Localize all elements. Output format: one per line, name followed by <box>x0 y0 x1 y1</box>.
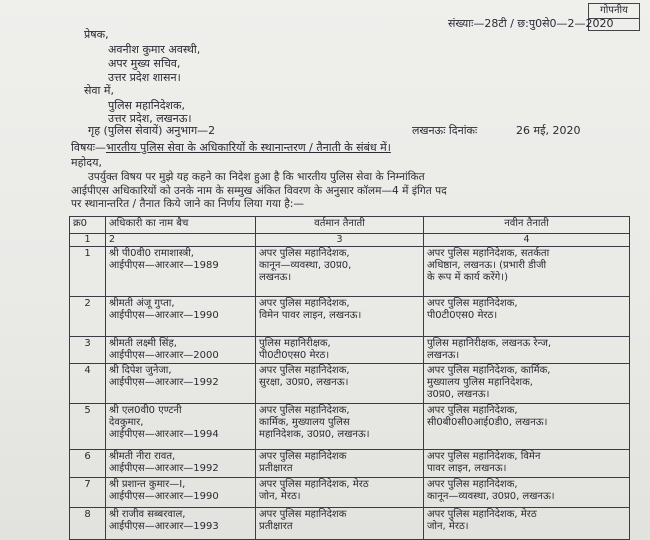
sender-name: अवनीश कुमार अवस्थी, <box>108 43 201 56</box>
new-posting-cell <box>424 508 630 540</box>
current-line: प्रतीक्षारत <box>259 521 293 532</box>
name-line: श्री राजीव सब्बरवाल, <box>109 509 186 520</box>
officer-name-cell <box>106 450 256 478</box>
new-line: मुख्यालय पुलिस महानिदेशक, <box>427 377 533 388</box>
body-line-2: आईपीएस अधिकारियों को उनके नाम के सम्मुख अंकित विवरण के अनुसार कॉलम—4 में इंगित पद <box>71 185 447 197</box>
new-line: के रूप में कार्य करेंगे।) <box>427 272 508 283</box>
name-line: आईपीएस—आरआर—1990 <box>109 310 219 321</box>
officer-name-cell <box>106 404 256 450</box>
new-posting-cell <box>424 337 630 364</box>
table-column-number-row <box>70 234 630 247</box>
sender-office: उत्तर प्रदेश शासन। <box>108 71 181 84</box>
name-line: श्रीमती लक्ष्मी सिंह, <box>109 338 177 349</box>
current-line: अपर पुलिस महानिदेशक, <box>259 248 350 259</box>
body-line-1: उपर्युक्त विषय पर मुझे यह कहने का निदेश हुआ है कि भारतीय पुलिस सेवा के निम्नांकित <box>88 171 425 183</box>
table-row <box>70 364 630 404</box>
current-line: सुरक्षा, उ0प्र0, लखनऊ। <box>259 377 349 388</box>
new-posting-cell <box>424 404 630 450</box>
current-line: कार्मिक, मुख्यालय पुलिस <box>259 417 350 428</box>
current-line: लखनऊ। <box>259 272 292 283</box>
current-posting-cell <box>256 404 424 450</box>
new-line: उ0प्र0, लखनऊ। <box>427 389 490 400</box>
current-line: अपर पुलिस महानिदेशक, <box>259 365 350 376</box>
new-line: पी0टी0एस0 मेरठ। <box>427 310 498 321</box>
current-line: महानिदेशक, उ0प्र0, लखनऊ। <box>259 429 370 440</box>
current-posting-cell <box>256 297 424 337</box>
name-line: आईपीएस—आरआर—1992 <box>109 463 219 474</box>
current-posting-cell <box>256 508 424 540</box>
new-posting-cell <box>424 247 630 297</box>
sender-label: प्रेषक, <box>84 28 109 41</box>
new-posting-cell <box>424 478 630 508</box>
column-number: 2 <box>106 234 256 247</box>
transfer-table <box>69 216 630 540</box>
salutation: महोदय, <box>71 156 102 169</box>
current-line: अपर पुलिस महानिदेशक <box>259 509 347 520</box>
current-line: विमेन पावर लाइन, लखनऊ। <box>259 310 362 321</box>
new-line: अपर पुलिस महानिदेशक, <box>427 479 518 490</box>
name-line: श्रीमती अंजू गुप्ता, <box>109 298 175 309</box>
subject-line <box>71 141 391 154</box>
current-line: अपर पुलिस महानिदेशक, मेरठ <box>259 479 369 490</box>
recipient-label: सेवा में, <box>84 84 114 97</box>
row-serial: 1 <box>70 247 106 297</box>
new-line: पुलिस महानिरीक्षक, लखनऊ रेन्ज, <box>427 338 552 349</box>
column-number: 4 <box>424 234 630 247</box>
current-line: अपर पुलिस महानिदेशक, <box>259 298 350 309</box>
new-line: अपर पुलिस महानिदेशक, <box>427 298 518 309</box>
name-line: आईपीएस—आरआर—2000 <box>109 350 219 361</box>
column-number: 3 <box>256 234 424 247</box>
new-line: अधिष्ठान, लखनऊ। (प्रभारी डीजी <box>427 260 547 271</box>
table-row <box>70 337 630 364</box>
row-serial: 6 <box>70 450 106 478</box>
new-line: पावर लाइन, लखनऊ। <box>427 463 507 474</box>
current-posting-cell <box>256 478 424 508</box>
row-serial: 4 <box>70 364 106 404</box>
table-header-row <box>70 217 630 234</box>
name-line: आईपीएस—आरआर—1992 <box>109 377 219 388</box>
date-label: लखनऊः दिनांकः <box>412 124 478 137</box>
officer-name-cell <box>106 247 256 297</box>
new-line: लखनऊ। <box>427 350 460 361</box>
current-posting-cell <box>256 364 424 404</box>
row-serial: 2 <box>70 297 106 337</box>
new-line: अपर पुलिस महानिदेशक, विमेन <box>427 451 541 462</box>
header-new-posting: नवीन तैनाती <box>424 217 630 234</box>
body-line-3: पर स्थानान्तरित / तैनात किये जाने का निर्णय लिया गया है:— <box>71 198 305 210</box>
current-line: अपर पुलिस महानिदेशक <box>259 451 347 462</box>
officer-name-cell <box>106 364 256 404</box>
table-row <box>70 478 630 508</box>
new-line: सी0बी0सी0आई0डी0, लखनऊ। <box>427 417 548 428</box>
recipient-designation: पुलिस महानिदेशक, <box>108 99 185 112</box>
current-posting-cell <box>256 450 424 478</box>
new-posting-cell <box>424 297 630 337</box>
current-line: कानून—व्यवस्था, उ0प्र0, <box>259 260 352 271</box>
officer-name-cell <box>106 508 256 540</box>
table-row <box>70 404 630 450</box>
current-line: पी0टी0एस0 मेरठ। <box>259 350 330 361</box>
table-row <box>70 297 630 337</box>
date-value: 26 मई, 2020 <box>516 124 581 137</box>
name-line: आईपीएस—आरआर—1989 <box>109 260 219 271</box>
row-serial: 5 <box>70 404 106 450</box>
sender-designation: अपर मुख्य सचिव, <box>108 57 181 70</box>
new-line: अपर पुलिस महानिदेशक, <box>427 405 518 416</box>
current-line: अपर पुलिस महानिदेशक, <box>259 405 350 416</box>
name-line: आईपीएस—आरआर—1993 <box>109 521 219 532</box>
row-serial: 3 <box>70 337 106 364</box>
new-posting-cell <box>424 450 630 478</box>
name-line: श्री दिपेश जुनेजा, <box>109 365 172 376</box>
new-line: जोन, मेरठ। <box>427 521 469 532</box>
header-current-posting: वर्तमान तैनाती <box>256 217 424 234</box>
name-line: देवकुमार, <box>109 417 144 428</box>
new-posting-cell <box>424 364 630 404</box>
table-row <box>70 247 630 297</box>
current-line: पुलिस महानिरीक्षक, <box>259 338 331 349</box>
current-line: जोन, मेरठ। <box>259 491 301 502</box>
subject-text: भारतीय पुलिस सेवा के अधिकारियों के स्थानान्तरण / तैनाती के संबंध में। <box>105 141 391 154</box>
row-serial: 8 <box>70 508 106 540</box>
new-line: अपर पुलिस महानिदेशक, कार्मिक, <box>427 365 551 376</box>
recipient-place: उत्तर प्रदेश, लखनऊ। <box>108 112 192 125</box>
current-posting-cell <box>256 247 424 297</box>
confidential-label: गोपनीय <box>588 3 640 19</box>
table-row <box>70 508 630 540</box>
header-officer: अधिकारी का नाम बैच <box>106 217 256 234</box>
name-line: श्री प्रशान्त कुमार—I, <box>109 479 186 490</box>
new-line: अपर पुलिस महानिदेशक, मेरठ <box>427 509 537 520</box>
table-row <box>70 450 630 478</box>
new-line: अपर पुलिस महानिदेशक, सतर्कता <box>427 248 550 259</box>
officer-name-cell <box>106 297 256 337</box>
row-serial: 7 <box>70 478 106 508</box>
current-posting-cell <box>256 337 424 364</box>
department-line: गृह (पुलिस सेवायें) अनुभाग—2 <box>88 124 216 137</box>
table-body <box>70 247 630 540</box>
subject-label: विषयः— <box>71 141 106 154</box>
name-line: श्री पी0वी0 रामाशास्त्री, <box>109 248 194 259</box>
name-line: आईपीएस—आरआर—1994 <box>109 429 219 440</box>
officer-name-cell <box>106 478 256 508</box>
new-line: कानून—व्यवस्था, उ0प्र0, लखनऊ। <box>427 491 555 502</box>
name-line: आईपीएस—आरआर—1990 <box>109 491 219 502</box>
current-line: प्रतीक्षारत <box>259 463 293 474</box>
name-line: श्री एल0वी0 एण्टनी <box>109 405 182 416</box>
reference-number: संख्याः—28टी / छ:पु0से0—2—2020 <box>448 17 614 30</box>
name-line: श्रीमती नीरा रावत, <box>109 451 176 462</box>
header-serial: क्र0 <box>70 217 106 234</box>
column-number: 1 <box>70 234 106 247</box>
officer-name-cell <box>106 337 256 364</box>
